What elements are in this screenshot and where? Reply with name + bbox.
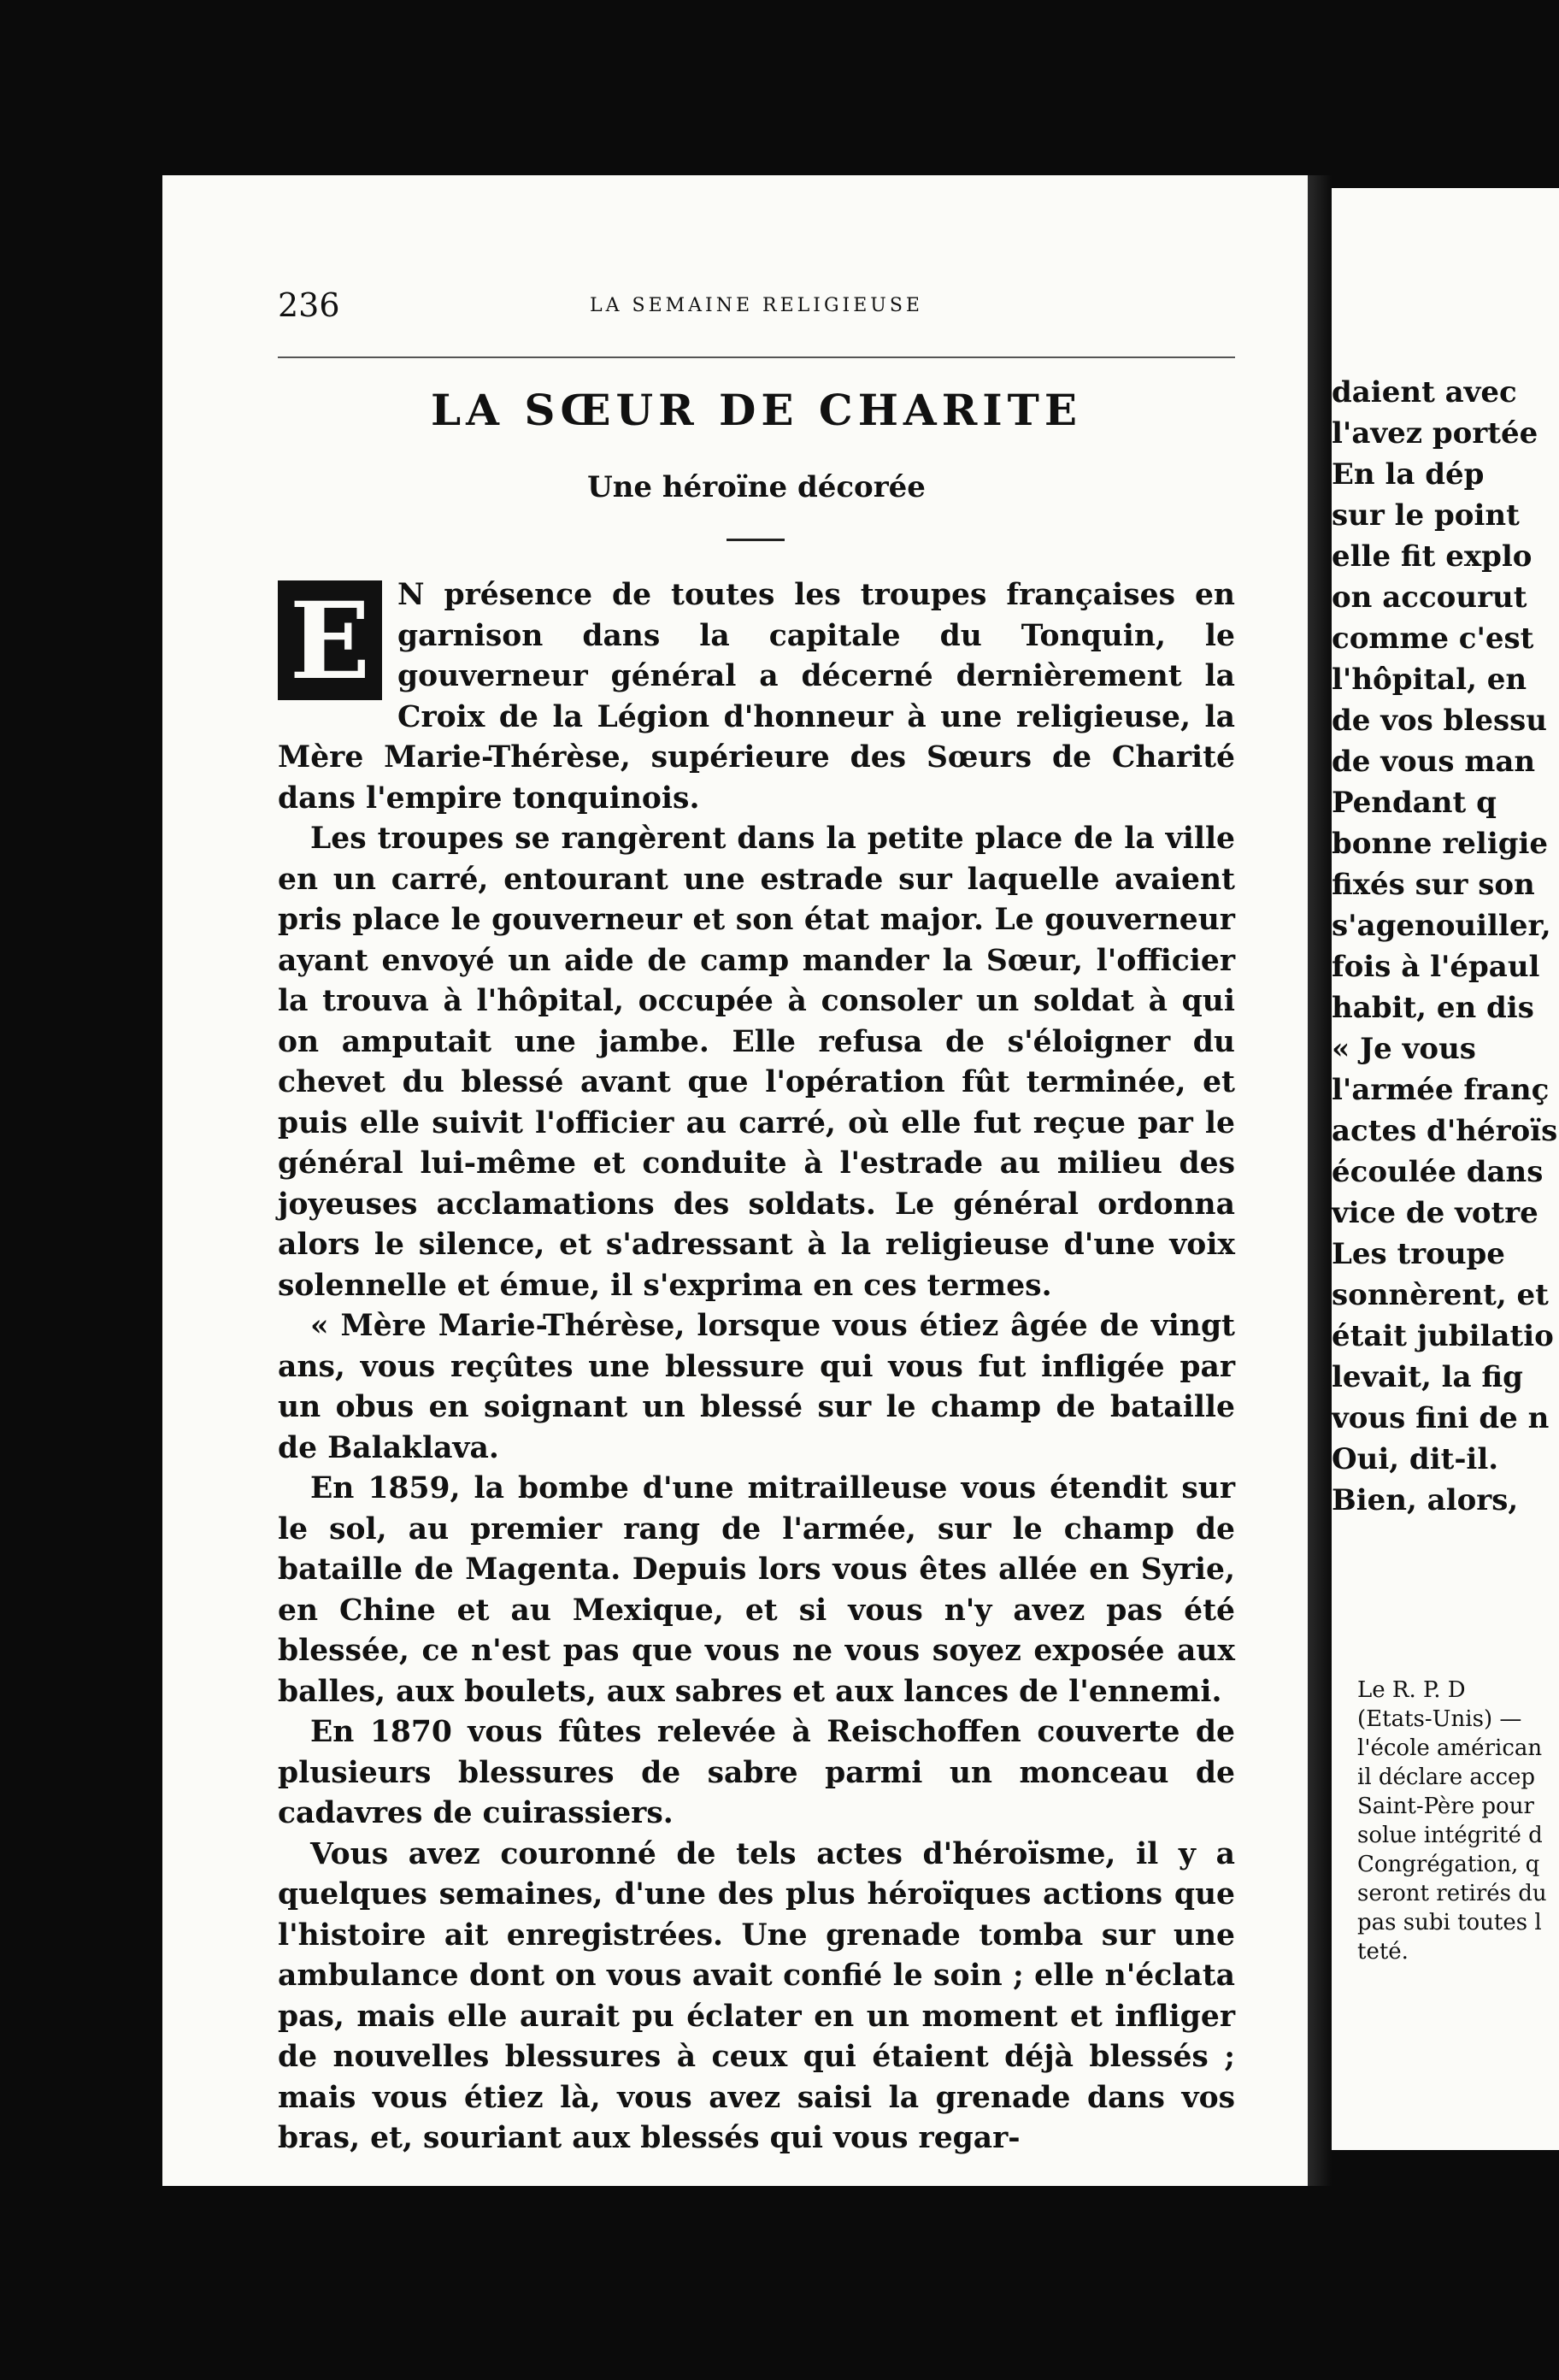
footnote-line: Saint-Père pour (1357, 1794, 1534, 1819)
text-line: Oui, dit-il. (1332, 1442, 1499, 1476)
text-line: daient avec (1332, 375, 1517, 409)
text-line: s'agenouiller, (1332, 909, 1551, 943)
footnote-line: teté. (1357, 1939, 1409, 1965)
text-line: vous fini de n (1332, 1401, 1550, 1435)
text-line: Les troupe (1332, 1237, 1505, 1271)
paragraph: Vous avez couronné de tels actes d'héroïsme, il y a quelques semaines, d'une des plus héroïques actions que l'histoire ait enregistrées. Une grenade tomba sur une ambulance dont on vous avait confié le soin ; elle n'éclata pas, mais elle aurait pu éclater en un moment et infliger de nouvelles blessures à ceux qui étaient déjà blessés ; mais vous étiez là, vous avez saisi la grenade dans vos bras, et, souriant aux blessés qui vous regar- (278, 1836, 1235, 2155)
text-line: habit, en dis (1332, 991, 1534, 1025)
footnote-line: solue intégrité d (1357, 1823, 1543, 1848)
page-number: 236 (278, 286, 340, 324)
text-line: écoulée dans (1332, 1155, 1544, 1189)
text-line: actes d'héroïs (1332, 1114, 1558, 1148)
right-page-text (1332, 372, 1559, 1521)
article-title: LA SŒUR DE CHARITE (430, 385, 1082, 435)
text-line: levait, la fig (1332, 1360, 1523, 1394)
text-line: Pendant q (1332, 786, 1497, 820)
text-line: fixés sur son (1332, 868, 1535, 902)
paragraph: « Mère Marie-Thérèse, lorsque vous étiez âgée de vingt ans, vous reçûtes une blessure qui vous fut infligée par un obus en soignant un blessé sur le champ de bataille de Balaklava. (278, 1309, 1235, 1465)
paragraph: En 1859, la bombe d'une mitrailleuse vous étendit sur le sol, au premier rang de l'armée, sur le champ de bataille de Magenta. Depuis lors vous êtes allée en Syrie, en Chine et au Mexique, et si vous n'y avez pas été blessée, ce n'est pas que vous ne vous soyez exposée aux balles, aux boulets, aux sabres et aux lances de l'ennemi. (278, 1471, 1235, 1709)
footnote-line: Congrégation, q (1357, 1852, 1540, 1877)
text-line: sur le point (1332, 498, 1520, 533)
footnote-line: l'école américan (1357, 1735, 1543, 1761)
text-line: En la dép (1332, 457, 1485, 492)
article-subtitle: Une héroïne décorée (587, 470, 926, 504)
footnote-line: il déclare accep (1357, 1764, 1536, 1790)
text-line: fois à l'épaul (1332, 950, 1540, 984)
text-line: elle fit explo (1332, 539, 1533, 574)
paragraph: Les troupes se rangèrent dans la petite place de la ville en un carré, entourant une estrade sur laquelle avaient pris place le gouverneur et son état major. Le gouverneur ayant envoyé un aide de camp mander la Sœur, l'officier la trouva à l'hôpital, occupée à consoler un soldat à qui on amputait une jambe. Elle refusa de s'éloigner du chevet du blessé avant que l'opération fût terminée, et puis elle suivit l'officier au carré, où elle fut reçue par le général lui-même et conduite à l'estrade au milieu des joyeuses acclamations des soldats. Le général ordonna alors le silence, et s'adressant à la religieuse d'une voix solennelle et émue, il s'exprima en ces termes. (278, 822, 1235, 1303)
text-line: vice de votre (1332, 1196, 1538, 1230)
paragraph (278, 575, 1235, 819)
text-line: bonne religie (1332, 827, 1549, 861)
text-line: de vous man (1332, 745, 1536, 779)
text-line: on accourut (1332, 580, 1527, 615)
text-line: Bien, alors, (1332, 1483, 1519, 1517)
title-rule (727, 539, 785, 541)
text-line: sonnèrent, et (1332, 1278, 1549, 1312)
text-line: « Je vous (1332, 1032, 1476, 1066)
footnote-line: seront retirés du (1357, 1881, 1547, 1906)
paragraph: En 1870 vous fûtes relevée à Reischoffen couverte de plusieurs blessures de sabre parmi un monceau de cadavres de cuirassiers. (278, 1715, 1235, 1830)
text-line: l'avez portée (1332, 416, 1538, 451)
text-line: l'armée franç (1332, 1073, 1550, 1107)
drop-cap-letter: E (278, 580, 382, 700)
running-title: LA SEMAINE RELIGIEUSE (590, 295, 923, 316)
header-rule (278, 356, 1235, 358)
paragraph-text: N présence de toutes les troupes françaises en garnison dans la capitale du Tonquin, le gouverneur général a décerné dernièrement la Croix de la Légion d'honneur à une religieuse, la Mère Marie-Thérèse, supérieure des Sœurs de Charité dans l'empire tonquinois. (278, 578, 1235, 816)
book-spine-shadow (1308, 175, 1332, 2186)
text-line: était jubilatio (1332, 1319, 1554, 1353)
text-line: de vos blessu (1332, 704, 1547, 738)
page-header (278, 286, 1235, 329)
left-page (162, 175, 1308, 2186)
right-page-footnote (1357, 1676, 1559, 1966)
footnote-line: pas subi toutes l (1357, 1910, 1542, 1935)
text-line: comme c'est (1332, 622, 1534, 656)
article-body (278, 575, 1235, 2159)
right-page-fragment (1332, 188, 1559, 2150)
footnote-line: Le R. P. D (1357, 1677, 1466, 1703)
text-line: l'hôpital, en (1332, 663, 1527, 697)
footnote-line: (Etats-Unis) — (1357, 1706, 1522, 1732)
